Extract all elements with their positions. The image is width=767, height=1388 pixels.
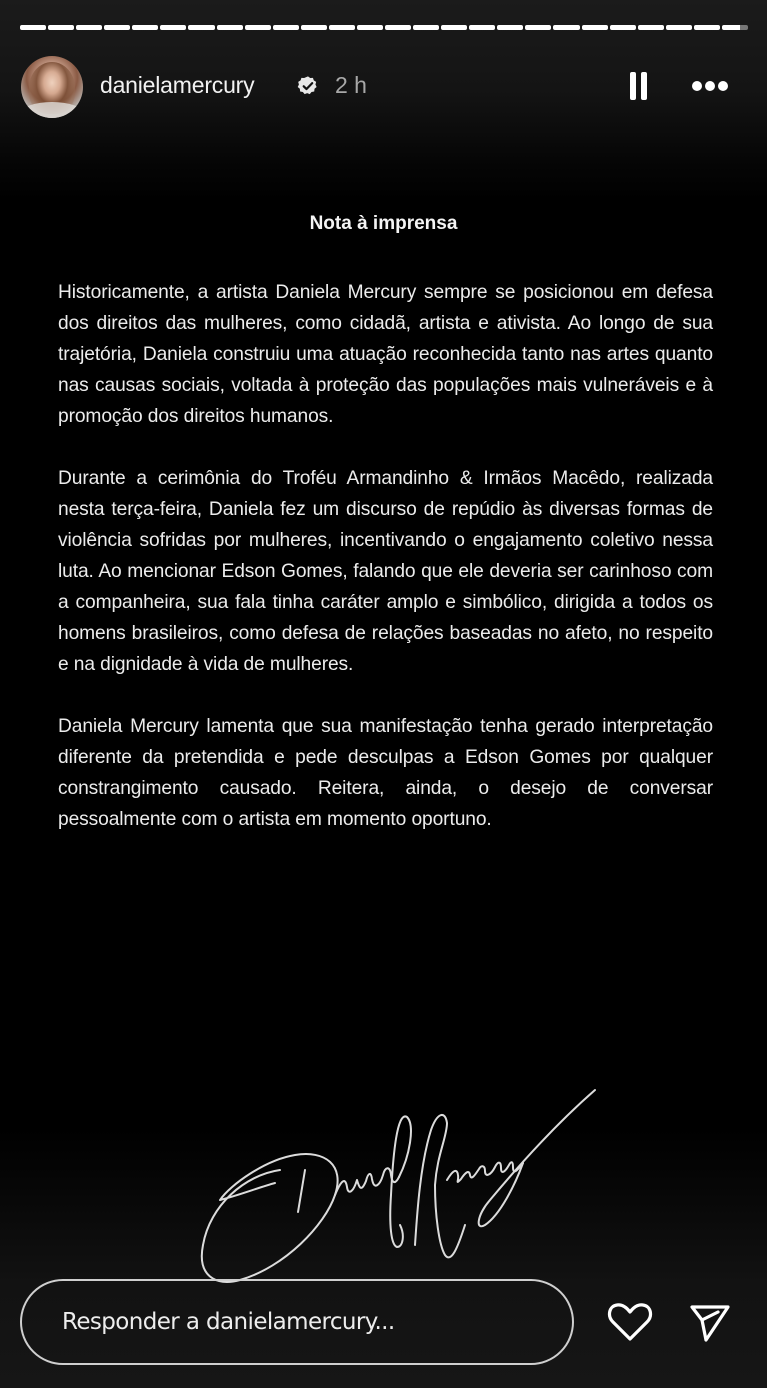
- progress-segment: [469, 25, 495, 30]
- progress-segment: [217, 25, 243, 30]
- pause-icon: [630, 72, 636, 100]
- progress-segment: [441, 25, 467, 30]
- more-horizontal-icon: [718, 81, 728, 91]
- note-paragraph: Durante a cerimônia do Troféu Armandinho & Irmãos Macêdo, realizada nesta terça-feira, Daniela fez um discurso de repúdio às diversas formas de violência sofridas por mulheres, incentivando o engajamento coletivo nessa luta. Ao mencionar Edson Gomes, falando que ele deveria ser carinhoso com a companheira, sua fala tinha caráter amplo e simbólico, dirigida a todos os homens brasileiros, como defesa de relações baseadas no afeto, no respeito e na dignidade à vida de mulheres.: [58, 468, 713, 675]
- progress-segment: [76, 25, 102, 30]
- progress-segment: [413, 25, 439, 30]
- username[interactable]: danielamercury: [100, 72, 255, 98]
- progress-segment: [497, 25, 523, 30]
- note-title: Nota à imprensa: [309, 213, 458, 234]
- more-horizontal-icon: [705, 81, 715, 91]
- more-horizontal-icon: [692, 81, 702, 91]
- send-button[interactable]: [684, 1298, 736, 1346]
- send-icon: [692, 1307, 728, 1340]
- story-header: [0, 54, 767, 120]
- note-paragraph: Historicamente, a artista Daniela Mercury sempre se posicionou em defesa dos direitos das mulheres, como cidadã, artista e ativista. Ao longo de sua trajetória, Daniela construiu uma atuação reconhecida tanto nas artes quanto nas causas sociais, voltada à proteção das populações mais vulneráveis e à promoção dos direitos humanos.: [58, 282, 713, 427]
- progress-segment: [553, 25, 579, 30]
- progress-segment: [329, 25, 355, 30]
- like-button[interactable]: [604, 1298, 656, 1346]
- progress-segment: [638, 25, 664, 30]
- progress-segment: [48, 25, 74, 30]
- progress-segment: [610, 25, 636, 30]
- progress-segment: [301, 25, 327, 30]
- avatar[interactable]: [21, 56, 83, 118]
- pause-button[interactable]: [622, 68, 654, 104]
- post-time: 2 h: [335, 72, 367, 98]
- reply-placeholder: Responder a danielamercury...: [62, 1309, 395, 1335]
- verified-badge-icon: [297, 75, 319, 97]
- progress-segment: [245, 25, 271, 30]
- more-options-button[interactable]: [686, 74, 734, 98]
- story-progress-bar: [20, 25, 748, 30]
- progress-segment: [722, 25, 748, 30]
- progress-segment: [132, 25, 158, 30]
- progress-segment: [188, 25, 214, 30]
- progress-segment: [525, 25, 551, 30]
- note-paragraph: Daniela Mercury lamenta que sua manifestação tenha gerado interpretação diferente da pretendida e pede desculpas a Edson Gomes por qualquer constrangimento causado. Reitera, ainda, o desejo de conversar pessoalmente com o artista em momento oportuno.: [58, 716, 713, 830]
- progress-segment: [385, 25, 411, 30]
- avatar-portrait-shoulders: [21, 102, 83, 118]
- progress-segment: [160, 25, 186, 30]
- progress-segment: [694, 25, 720, 30]
- reply-input[interactable]: [20, 1279, 574, 1365]
- progress-segment: [273, 25, 299, 30]
- progress-segment: [666, 25, 692, 30]
- heart-icon: [610, 1305, 651, 1339]
- note-body: [58, 277, 713, 866]
- progress-segment: [20, 25, 46, 30]
- progress-segment: [104, 25, 130, 30]
- pause-icon: [641, 72, 647, 100]
- progress-segment: [582, 25, 608, 30]
- signature-image: [185, 1075, 605, 1295]
- progress-segment: [357, 25, 383, 30]
